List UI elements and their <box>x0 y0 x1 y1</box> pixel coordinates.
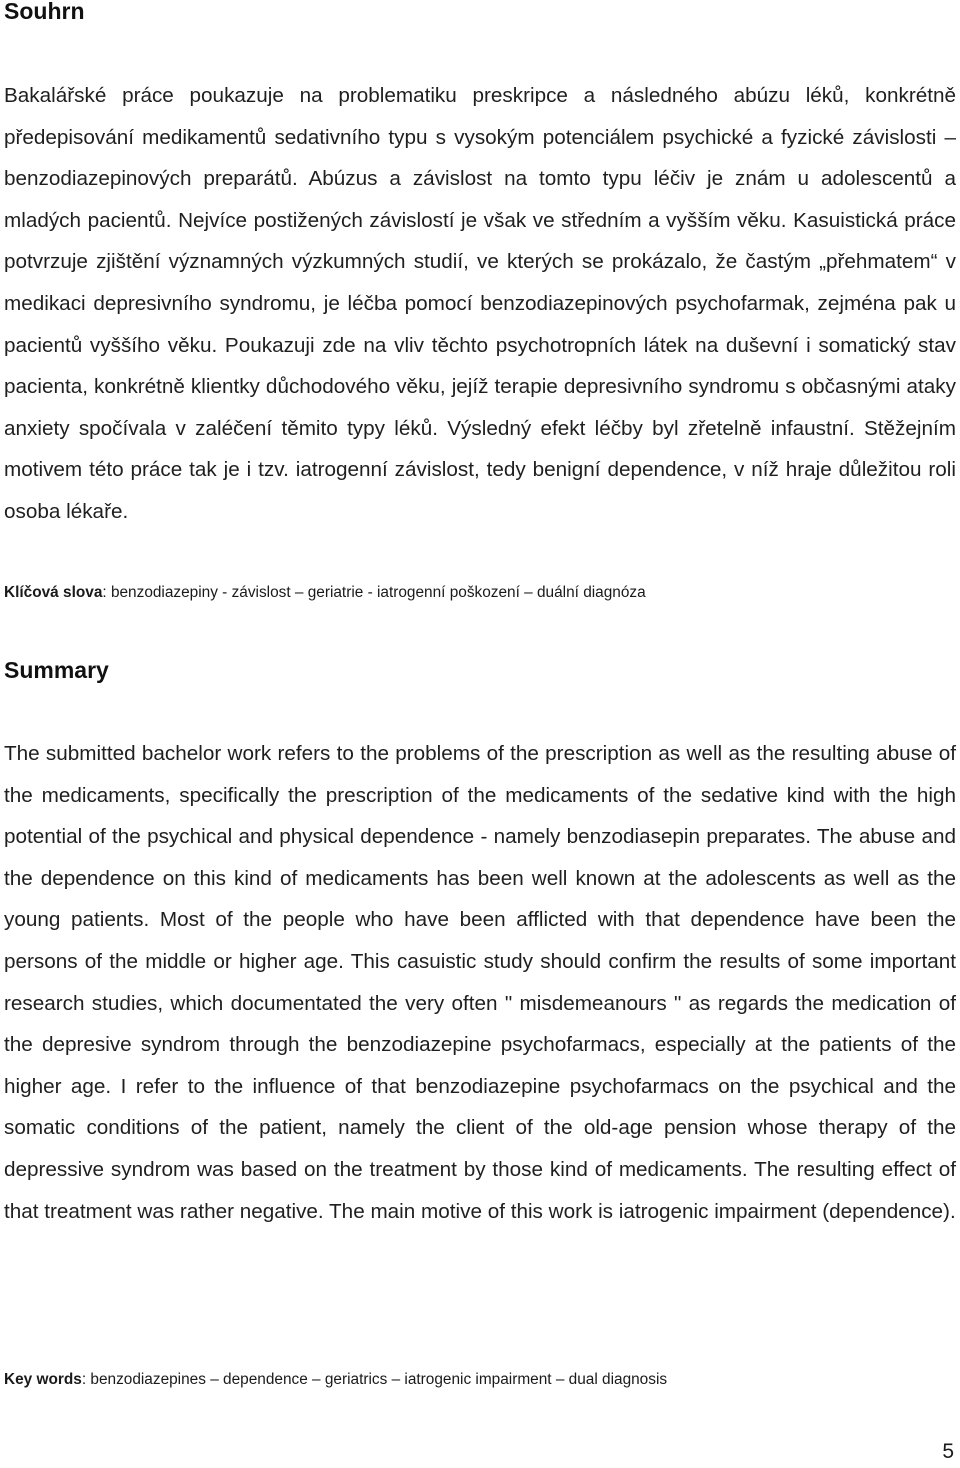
czech-abstract-paragraph: Bakalářské práce poukazuje na problematiku preskripce a následného abúzu léků, konkrétně předepisování medikamentů sedativního typu s vysokým potenciálem psychické a fyzické závislosti – benzodiazepinových preparátů. Abúzus a závislost na tomto typu léčiv je znám u adolescentů a mladých pacientů. Nejvíce postižených závislostí je však ve středním a vyšším věku. Kasuistická práce potvrzuje zjištění významných výzkumných studií, ve kterých se prokázalo, že častým „přehmatem“ v medikaci depresivního syndromu, je léčba pomocí benzodiazepinových psychofarmak, zejména pak u pacientů vyššího věku. Poukazuji zde na vliv těchto psychotropních látek na duševní i somatický stav pacienta, konkrétně klientky důchodového věku, jejíž terapie depresivního syndromu s občasnými ataky anxiety spočívala v zaléčení těmito typy léků. Výsledný efekt léčby byl zřetelně infaustní. Stěžejním motivem této práce tak je i tzv. iatrogenní závislost, tedy benigní dependence, v níž hraje důležitou roli osoba lékaře. <box>4 84 956 523</box>
english-abstract-paragraph: The submitted bachelor work refers to the problems of the prescription as well as the resulting abuse of the medicaments, specifically the prescription of the medicaments of the sedative kind with the high potential of the psychical and physical dependence - namely benzodiasepin preparates. The abuse and the dependence on this kind of medicaments has been well known at the adolescents as well as the young patients. Most of the people who have been afflicted with that dependence have been the persons of the middle or higher age. This casuistic study should confirm the results of some important research studies, which documentated the very often " misdemeanours " as regards the medication of the depresive syndrom through the benzodiazepine psychofarmacs, especially at the patients of the higher age. I refer to the influence of that benzodiazepine psychofarmacs on the psychical and the somatic conditions of the patient, namely the client of the old-age pension whose therapy of the depressive syndrom was based on the treatment by those kind of medicaments. The resulting effect of that treatment was rather negative. The main motive of this work is iatrogenic impairment (dependence). <box>4 742 956 1223</box>
english-keywords-label: Key words <box>4 1371 82 1388</box>
czech-keywords-value: : benzodiazepiny - závislost – geriatrie - iatrogenní poškození – duální diagnóza <box>102 584 646 601</box>
english-keywords-line <box>4 1370 956 1390</box>
english-summary-heading: Summary <box>4 657 109 683</box>
english-keywords-value: : benzodiazepines – dependence – geriatrics – iatrogenic impairment – dual diagnosis <box>81 1371 668 1388</box>
czech-keywords-line <box>4 583 956 603</box>
czech-keywords-label: Klíčová slova <box>4 584 103 601</box>
czech-summary-heading: Souhrn <box>4 0 85 24</box>
page-number: 5 <box>942 1440 954 1463</box>
